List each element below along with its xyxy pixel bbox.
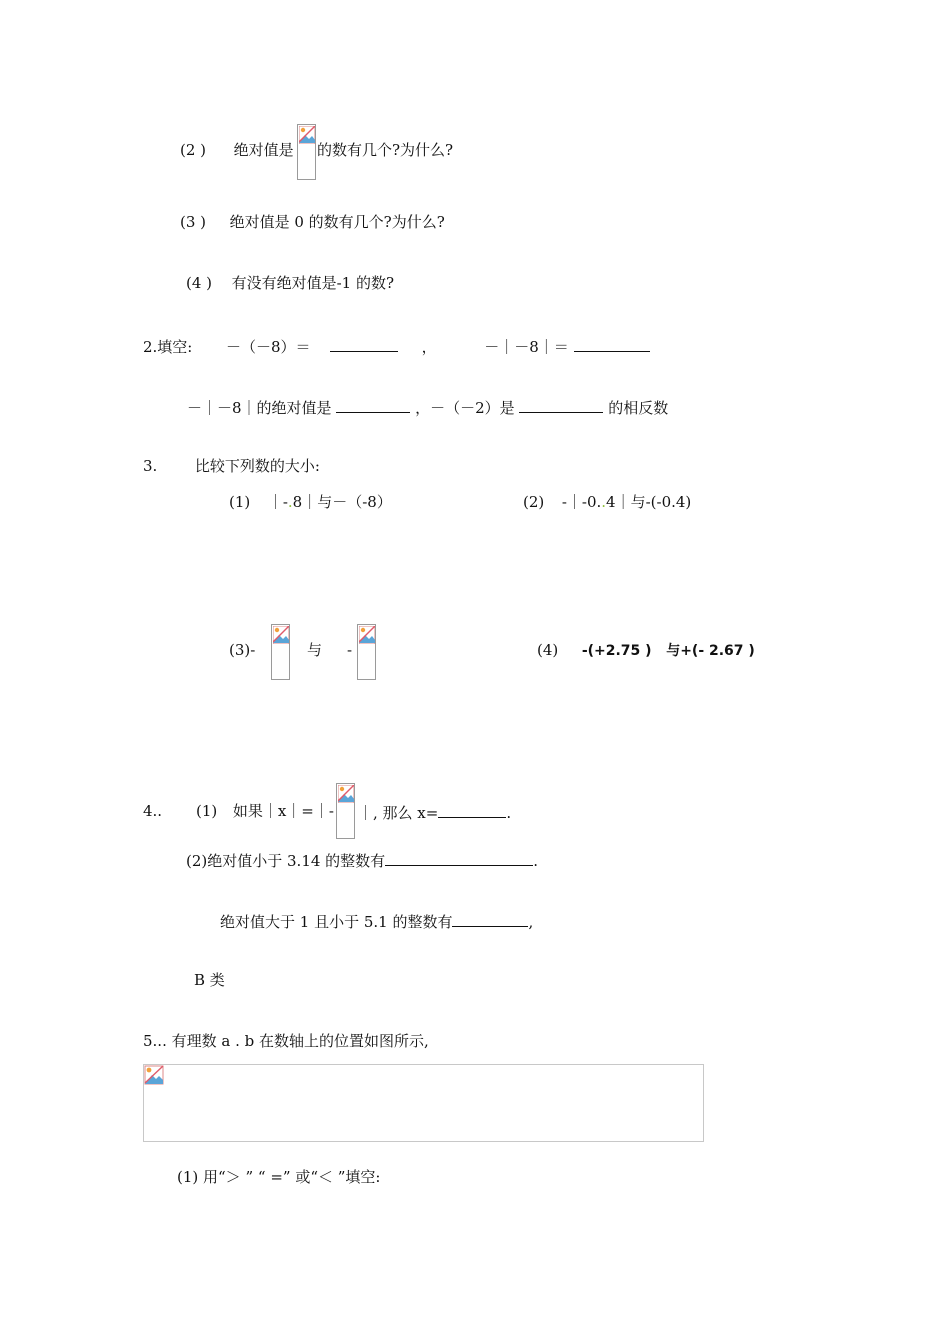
q2-blank-4[interactable] bbox=[519, 396, 603, 413]
q1-item3 bbox=[180, 212, 445, 232]
q2-expr2: －｜－8｜＝ bbox=[484, 338, 569, 356]
q4-label: 4.. bbox=[143, 802, 163, 820]
q2-blank-2[interactable] bbox=[574, 335, 650, 352]
q4-blank-2[interactable] bbox=[385, 849, 533, 866]
q2-line2-a: －｜－8｜的绝对值是 bbox=[187, 399, 332, 417]
q4-part1 bbox=[196, 801, 334, 821]
q3-p2-text-b: 4｜与-(-0.4) bbox=[606, 493, 692, 511]
q3-p1-text-a: ｜- bbox=[267, 493, 288, 511]
broken-image-icon bbox=[297, 124, 316, 180]
q3-p1-text-b: 8｜与－（-8） bbox=[292, 493, 392, 511]
q5-line bbox=[143, 1031, 429, 1051]
q3-p3-number: (3)- bbox=[229, 641, 256, 659]
q2-blank-1[interactable] bbox=[330, 335, 398, 352]
broken-image-icon bbox=[357, 624, 376, 680]
q1-item2-prefix: 绝对值是 bbox=[233, 141, 294, 159]
q3-p3-mid: 与 bbox=[307, 641, 323, 659]
q3-part4 bbox=[537, 640, 755, 661]
q3-p4-expr: -(+2.75 ) 与+(- 2.67 ) bbox=[581, 643, 755, 659]
q1-item2-number: (2 ) bbox=[180, 141, 207, 159]
q4-p3-text: 绝对值大于 1 且小于 5.1 的整数有 bbox=[220, 913, 453, 931]
q3-p2-text-a: -｜-0. bbox=[561, 493, 602, 511]
q1-item3-text: 绝对值是 0 的数有几个?为什么? bbox=[229, 213, 445, 231]
q3-p4-number: (4) bbox=[537, 641, 559, 659]
q4-part3 bbox=[220, 910, 533, 932]
q3-p1-number: (1) bbox=[229, 493, 251, 511]
q5-label: 5.. bbox=[143, 1032, 163, 1050]
q3-label: 3. bbox=[143, 457, 158, 475]
q3-part2 bbox=[523, 492, 691, 512]
q4-p3-comma: , bbox=[528, 913, 534, 931]
q2-comma: ， bbox=[421, 338, 437, 356]
number-line-figure bbox=[143, 1064, 704, 1142]
q1-item2 bbox=[180, 140, 294, 160]
q2-expr1: －（－8）＝ bbox=[225, 338, 311, 356]
q2-line2-b: ，－（－2）是 bbox=[415, 399, 515, 417]
q3-title: 比较下列数的大小: bbox=[194, 457, 320, 475]
q4-part2 bbox=[186, 849, 538, 871]
q3-part1 bbox=[229, 492, 392, 512]
q3-heading bbox=[143, 456, 320, 476]
q4-p1-text-b: ｜, 那么 x= bbox=[358, 804, 439, 822]
q2-line2 bbox=[187, 396, 668, 418]
q1-item2-suffix: 的数有几个?为什么? bbox=[317, 141, 454, 159]
q2-line2-c: 的相反数 bbox=[608, 399, 669, 417]
q4-part1-tail bbox=[358, 801, 511, 823]
q4-blank-3[interactable] bbox=[452, 910, 528, 927]
q1-item4-text: 有没有绝对值是-1 的数? bbox=[231, 274, 395, 292]
q5-sub1: (1) 用“＞ ” “ =” 或“＜ ”填空: bbox=[177, 1168, 381, 1186]
stray-dot-icon: . bbox=[601, 493, 607, 511]
section-b-label: B 类 bbox=[194, 971, 225, 989]
broken-image-icon bbox=[271, 624, 290, 680]
broken-image-icon bbox=[144, 1065, 164, 1085]
q2-line1 bbox=[143, 335, 650, 357]
q4-p1-period: . bbox=[506, 804, 512, 822]
q2-blank-3[interactable] bbox=[336, 396, 410, 413]
stray-dot-icon: . bbox=[287, 493, 293, 511]
q4-blank-1[interactable] bbox=[438, 801, 506, 818]
q1-item4 bbox=[186, 273, 394, 293]
q4-p1-number: (1) bbox=[196, 802, 218, 820]
q3-p3-minus: - bbox=[347, 641, 353, 659]
q4-p2-period: . bbox=[533, 852, 538, 870]
broken-image-icon bbox=[336, 783, 355, 839]
q4-p1-text-a: 如果｜x｜=｜- bbox=[232, 802, 334, 820]
q1-item4-number: (4 ) bbox=[186, 274, 213, 292]
q5-text: . 有理数 a . b 在数轴上的位置如图所示, bbox=[162, 1032, 429, 1050]
q4-p2-text: (2)绝对值小于 3.14 的整数有 bbox=[186, 852, 386, 870]
q3-p2-number: (2) bbox=[523, 493, 545, 511]
q1-item3-number: (3 ) bbox=[180, 213, 207, 231]
q2-label: 2.填空: bbox=[143, 338, 193, 356]
